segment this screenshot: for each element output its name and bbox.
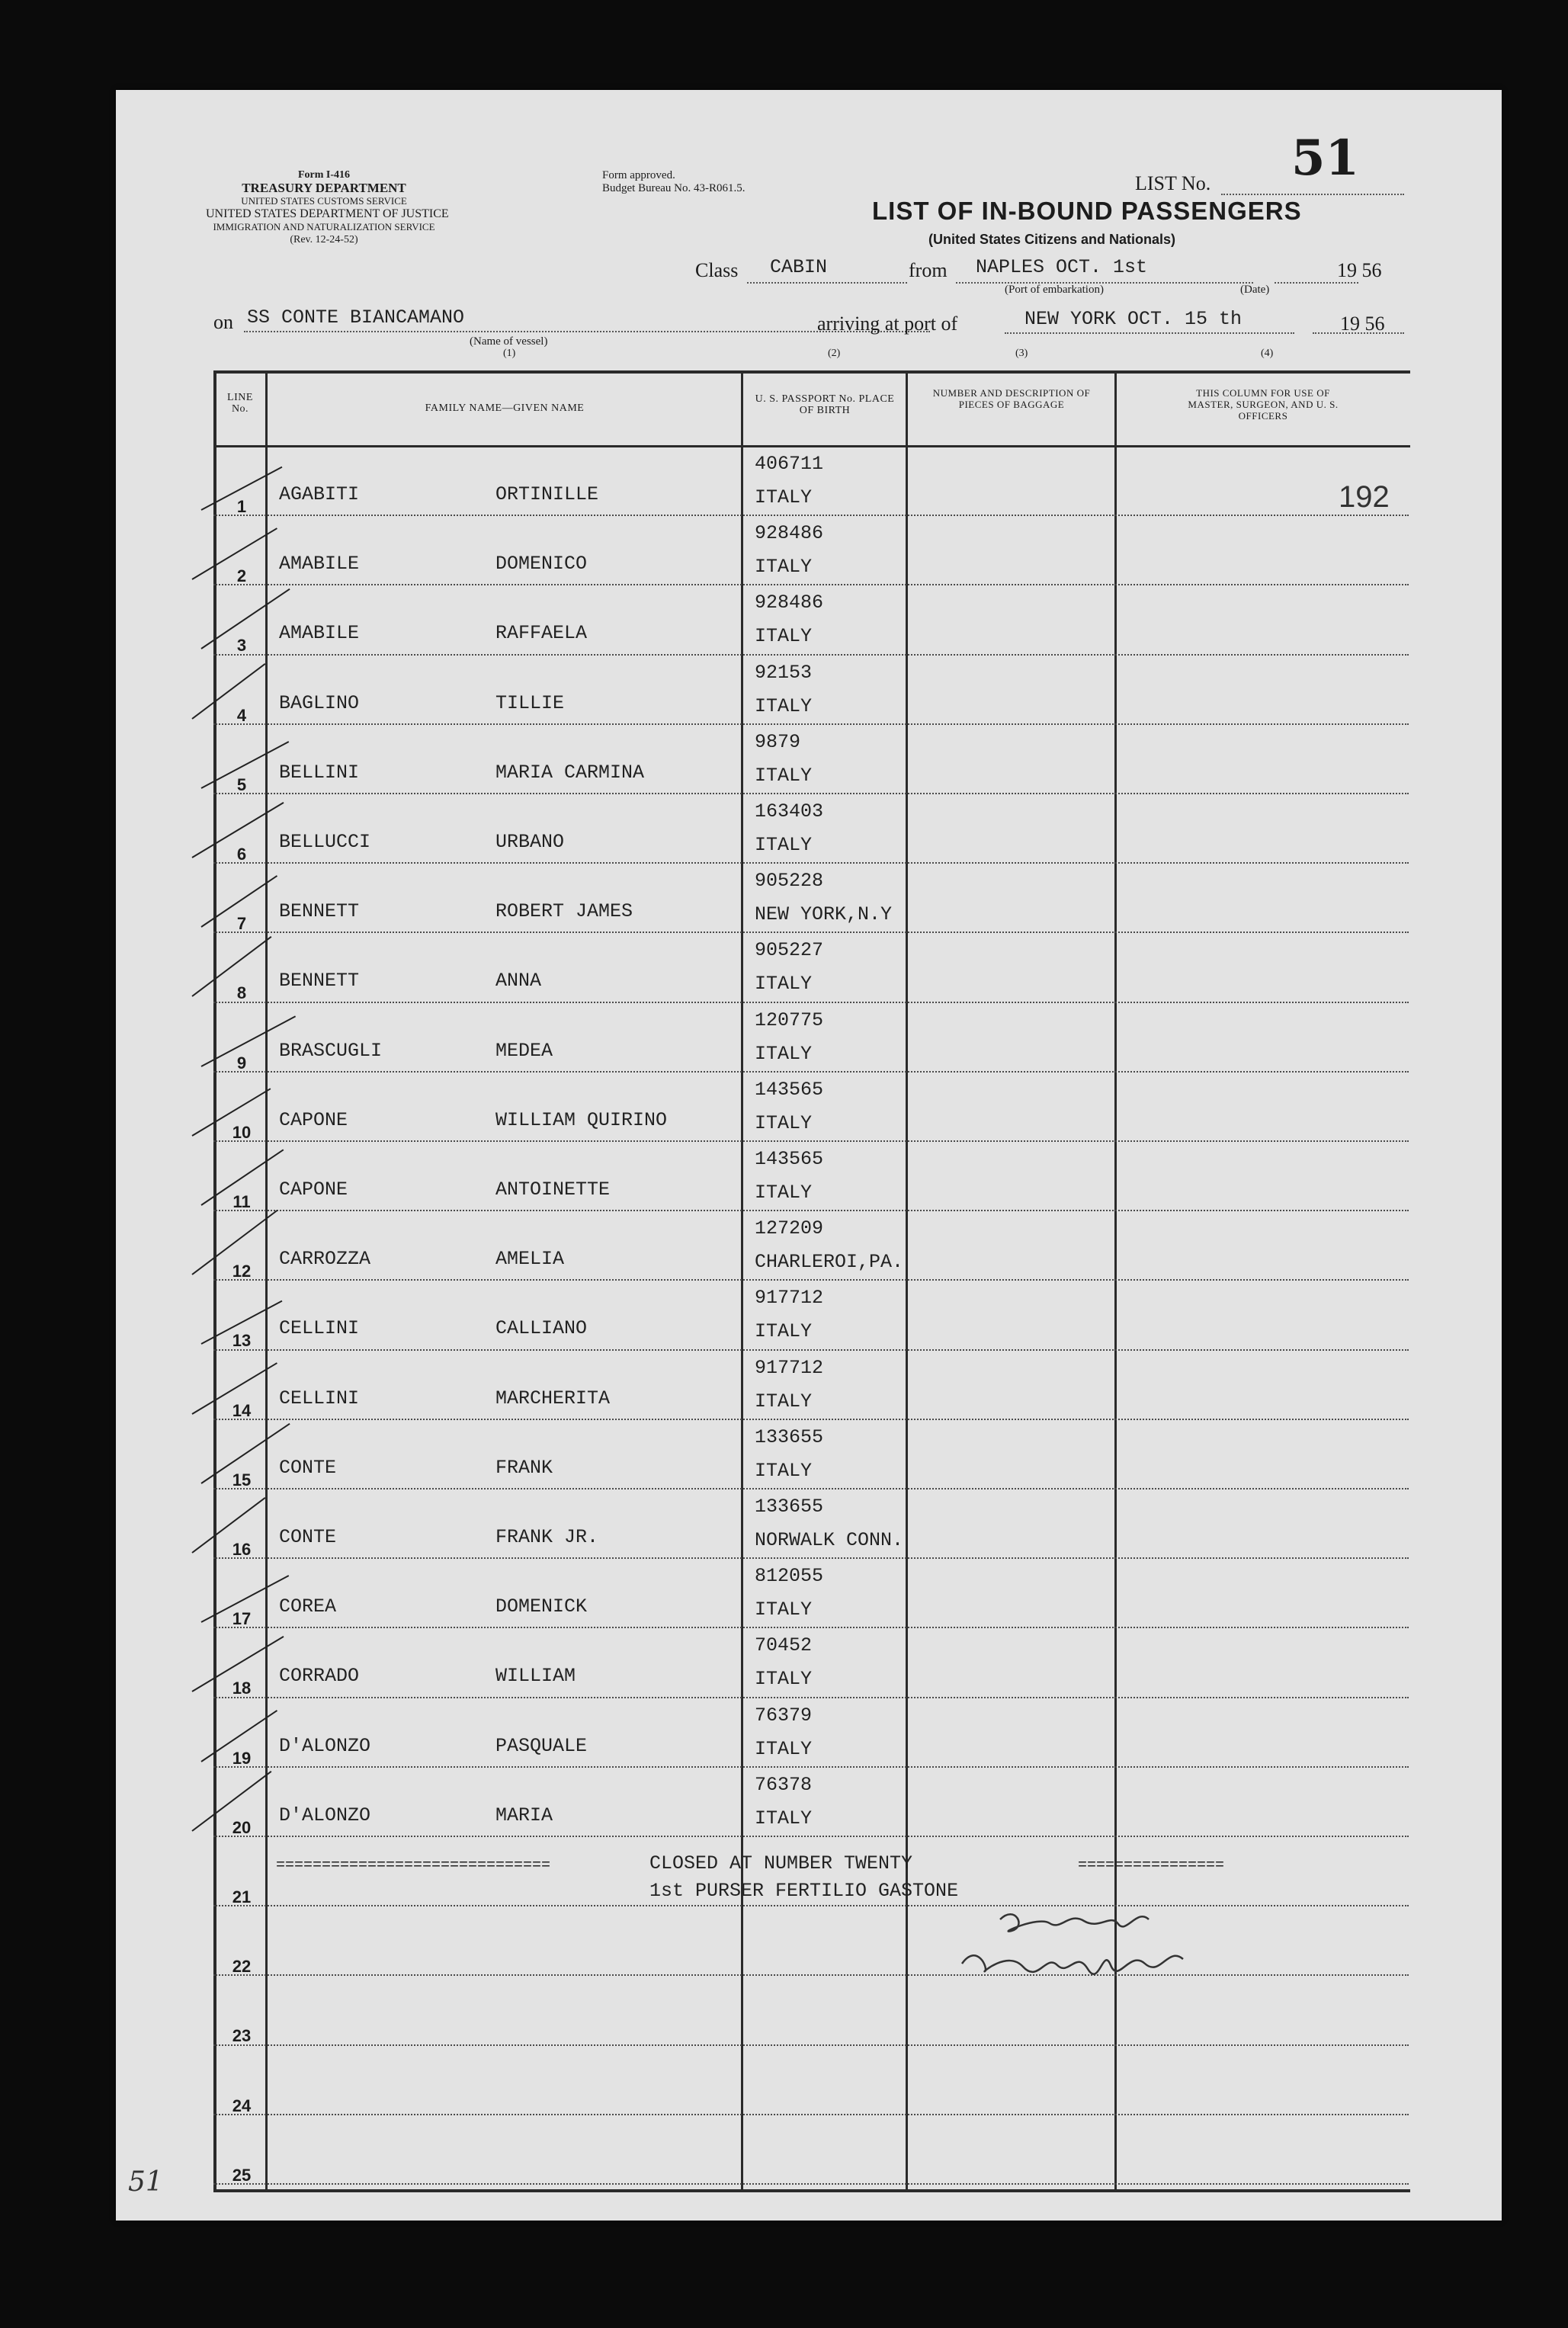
arrival-line <box>1005 332 1294 334</box>
line-number: 25 <box>232 2165 252 2185</box>
passport-number: 928486 <box>755 522 824 545</box>
passport-number: 143565 <box>755 1078 824 1101</box>
row-rule <box>213 1627 1409 1628</box>
row-rule <box>213 1488 1409 1489</box>
family-name: CAPONE <box>279 1108 348 1131</box>
row-rule <box>213 1974 1409 1976</box>
passport-number: 812055 <box>755 1565 824 1588</box>
passport-number: 92153 <box>755 661 813 684</box>
line-number: 23 <box>232 2026 252 2046</box>
place-of-birth: ITALY <box>755 764 813 787</box>
passport-number: 120775 <box>755 1008 824 1031</box>
caption-2: (2) <box>828 348 841 359</box>
line-number: 12 <box>232 1262 252 1281</box>
given-name: WILLIAM <box>495 1665 576 1688</box>
place-of-birth: ITALY <box>755 973 813 996</box>
row-rule <box>213 1210 1409 1211</box>
family-name: CAPONE <box>279 1178 348 1201</box>
line-number: 10 <box>232 1122 252 1142</box>
passport-number: 70452 <box>755 1634 813 1657</box>
table-top-rule <box>213 370 1410 374</box>
family-name: BENNETT <box>279 970 360 992</box>
row-rule <box>213 1140 1409 1142</box>
given-name: TILLIE <box>495 691 565 714</box>
passport-number: 917712 <box>755 1356 824 1379</box>
caption-4: (4) <box>1261 348 1274 359</box>
treasury-department: TREASURY DEPARTMENT <box>242 181 406 195</box>
from-label: from <box>909 259 948 281</box>
date-caption: (Date) <box>1240 284 1270 296</box>
line-number: 17 <box>232 1609 252 1629</box>
passport-number: 406711 <box>755 453 824 475</box>
list-number: 51 <box>1291 130 1360 187</box>
given-name: WILLIAM QUIRINO <box>495 1108 668 1131</box>
col-header-passport: U. S. PASSPORT No. PLACE OF BIRTH <box>755 393 895 416</box>
line-number: 1 <box>236 497 247 516</box>
passport-number: 76378 <box>755 1773 813 1796</box>
line-number: 3 <box>236 636 247 656</box>
row-rule <box>213 2183 1409 2185</box>
row-rule <box>213 584 1409 585</box>
row-rule <box>213 1557 1409 1559</box>
place-of-birth: ITALY <box>755 625 813 648</box>
given-name: URBANO <box>495 831 565 853</box>
place-of-birth: ITALY <box>755 1807 813 1829</box>
passport-number: 143565 <box>755 1148 824 1170</box>
page-subtitle: (United States Citizens and Nationals) <box>928 232 1176 247</box>
list-number-label: LIST No. <box>1135 172 1211 194</box>
handwritten-signature <box>954 1897 1206 1996</box>
revision-date: (Rev. 12-24-52) <box>290 234 358 245</box>
line-number: 5 <box>236 774 247 794</box>
col-header-name: FAMILY NAME—GIVEN NAME <box>425 402 585 414</box>
passport-number: 127209 <box>755 1217 824 1240</box>
officer-annotation: 192 <box>1339 480 1390 514</box>
year-1-line <box>1275 282 1358 284</box>
passport-number: 905227 <box>755 939 824 962</box>
row-rule <box>213 1836 1409 1837</box>
line-number: 6 <box>236 845 247 864</box>
line-number: 8 <box>236 983 247 1003</box>
given-name: DOMENICO <box>495 553 588 576</box>
row-rule <box>213 723 1409 725</box>
place-of-birth: ITALY <box>755 1668 813 1691</box>
family-name: BRASCUGLI <box>279 1039 383 1062</box>
row-rule <box>213 2044 1409 2046</box>
col-rule-name <box>741 370 743 2192</box>
family-name: CONTE <box>279 1526 337 1548</box>
row-rule <box>213 1419 1409 1420</box>
place-of-birth: NORWALK CONN. <box>755 1529 904 1551</box>
row-rule <box>213 1905 1409 1906</box>
given-name: CALLIANO <box>495 1317 588 1340</box>
vessel-name: SS CONTE BIANCAMANO <box>247 306 465 329</box>
family-name: BAGLINO <box>279 691 360 714</box>
passport-number: 9879 <box>755 730 801 753</box>
family-name: CELLINI <box>279 1387 360 1409</box>
given-name: MARIA <box>495 1804 553 1826</box>
line-number: 15 <box>232 1470 252 1489</box>
closed-dashes: ============================== <box>276 1857 551 1874</box>
line-number: 9 <box>236 1053 247 1073</box>
caption-3: (3) <box>1015 348 1028 359</box>
family-name: D'ALONZO <box>279 1804 371 1826</box>
passport-number: 76379 <box>755 1704 813 1727</box>
given-name: FRANK JR. <box>495 1526 599 1548</box>
line-number: 19 <box>232 1748 252 1768</box>
place-of-birth: ITALY <box>755 556 813 579</box>
budget-bureau-number: Budget Bureau No. 43-R061.5. <box>602 182 746 194</box>
line-number: 20 <box>232 1817 252 1837</box>
margin-note: 51 <box>128 2166 163 2198</box>
year-1: 19 56 <box>1337 259 1382 281</box>
year-2: 19 56 <box>1340 313 1385 335</box>
given-name: DOMENICK <box>495 1595 588 1618</box>
place-of-birth: ITALY <box>755 834 813 856</box>
family-name: COREA <box>279 1595 337 1618</box>
customs-service: UNITED STATES CUSTOMS SERVICE <box>241 195 407 207</box>
line-number: 11 <box>232 1192 251 1211</box>
line-number: 24 <box>232 2096 252 2115</box>
closed-at-text: CLOSED AT NUMBER TWENTY <box>649 1852 913 1874</box>
family-name: D'ALONZO <box>279 1734 371 1757</box>
row-rule <box>213 793 1409 794</box>
place-of-birth: ITALY <box>755 1459 813 1482</box>
row-rule <box>213 1002 1409 1003</box>
family-name: CARROZZA <box>279 1248 371 1271</box>
line-number: 13 <box>232 1331 252 1351</box>
family-name: CELLINI <box>279 1317 360 1340</box>
family-name: AMABILE <box>279 553 360 576</box>
row-rule <box>213 2114 1409 2115</box>
line-number: 14 <box>232 1400 252 1420</box>
page-title: LIST OF IN-BOUND PASSENGERS <box>872 197 1302 225</box>
family-name: AMABILE <box>279 622 360 645</box>
family-name: BENNETT <box>279 900 360 923</box>
row-rule <box>213 1279 1409 1281</box>
line-number: 2 <box>236 566 247 586</box>
manifest-sheet <box>116 90 1502 2221</box>
place-of-birth: ITALY <box>755 1111 813 1134</box>
row-rule <box>213 862 1409 864</box>
place-of-birth: ITALY <box>755 1182 813 1204</box>
col-rule-passport <box>906 370 908 2192</box>
place-of-birth: ITALY <box>755 1320 813 1343</box>
family-name: BELLINI <box>279 761 360 784</box>
line-number: 16 <box>232 1540 252 1559</box>
form-id-block <box>206 168 449 246</box>
given-name: MARIA CARMINA <box>495 761 645 784</box>
place-of-birth: ITALY <box>755 1390 813 1413</box>
passport-number: 133655 <box>755 1496 824 1518</box>
place-of-birth: CHARLEROI,PA. <box>755 1251 904 1274</box>
form-approved: Form approved. <box>602 169 675 181</box>
form-number: Form I-416 <box>297 169 351 181</box>
place-of-birth: ITALY <box>755 1737 813 1760</box>
given-name: MARCHERITA <box>495 1387 611 1409</box>
class-value: CABIN <box>770 256 828 278</box>
from-value: NAPLES OCT. 1st <box>976 256 1148 278</box>
col-header-line-no: LINE No. <box>227 392 253 415</box>
col-rule-line-no <box>265 370 268 2192</box>
place-of-birth: ITALY <box>755 694 813 717</box>
line-number: 4 <box>236 705 247 725</box>
row-rule <box>213 1697 1409 1698</box>
closed-dashes-right: ================ <box>1078 1857 1225 1874</box>
row-rule <box>213 932 1409 933</box>
given-name: MEDEA <box>495 1039 553 1062</box>
given-name: AMELIA <box>495 1248 565 1271</box>
given-name: FRANK <box>495 1456 553 1479</box>
col-rule-left <box>213 370 216 2192</box>
line-number: 21 <box>232 1887 252 1906</box>
passport-number: 928486 <box>755 592 824 614</box>
row-rule <box>213 654 1409 656</box>
row-rule <box>213 515 1409 516</box>
arrival-value: NEW YORK OCT. 15 th <box>1024 308 1243 330</box>
passport-number: 133655 <box>755 1425 824 1448</box>
family-name: CONTE <box>279 1456 337 1479</box>
line-number: 18 <box>232 1679 252 1698</box>
approval-block <box>602 169 745 195</box>
passport-number: 163403 <box>755 800 824 822</box>
given-name: ROBERT JAMES <box>495 900 633 923</box>
line-number: 7 <box>236 914 247 934</box>
purser-name: 1st PURSER FERTILIO GASTONE <box>649 1880 959 1902</box>
passport-number: 905228 <box>755 870 824 893</box>
vessel-caption: (Name of vessel) <box>470 335 548 348</box>
given-name: RAFFAELA <box>495 622 588 645</box>
family-name: AGABITI <box>279 483 360 505</box>
class-line <box>747 282 907 284</box>
header-bottom-rule <box>213 445 1410 447</box>
caption-1: (1) <box>503 348 516 359</box>
port-caption: (Port of embarkation) <box>1005 284 1104 296</box>
given-name: PASQUALE <box>495 1734 588 1757</box>
on-label: on <box>213 311 233 333</box>
from-line <box>956 282 1253 284</box>
arriving-label: arriving at port of <box>817 313 958 335</box>
given-name: ANTOINETTE <box>495 1178 611 1201</box>
place-of-birth: ITALY <box>755 1042 813 1065</box>
family-name: BELLUCCI <box>279 831 371 853</box>
list-number-line <box>1221 194 1404 195</box>
department-of-justice: UNITED STATES DEPARTMENT OF JUSTICE <box>206 207 449 220</box>
row-rule <box>213 1349 1409 1351</box>
line-number: 22 <box>232 1957 252 1977</box>
row-rule <box>213 1766 1409 1768</box>
row-rule <box>213 1071 1409 1073</box>
passport-number: 917712 <box>755 1287 824 1310</box>
year-2-line <box>1313 332 1404 334</box>
given-name: ANNA <box>495 970 542 992</box>
family-name: CORRADO <box>279 1665 360 1688</box>
col-header-officers: THIS COLUMN FOR USE OF MASTER, SURGEON, AND U. S. OFFICERS <box>1188 387 1339 422</box>
table-bottom-rule <box>213 2189 1410 2192</box>
class-label: Class <box>695 259 739 281</box>
place-of-birth: ITALY <box>755 486 813 508</box>
place-of-birth: ITALY <box>755 1598 813 1621</box>
place-of-birth: NEW YORK,N.Y <box>755 903 893 926</box>
given-name: ORTINILLE <box>495 483 599 505</box>
col-header-baggage: NUMBER AND DESCRIPTION OF PIECES OF BAGGAGE <box>932 387 1091 410</box>
immigration-service: IMMIGRATION AND NATURALIZATION SERVICE <box>213 221 435 232</box>
